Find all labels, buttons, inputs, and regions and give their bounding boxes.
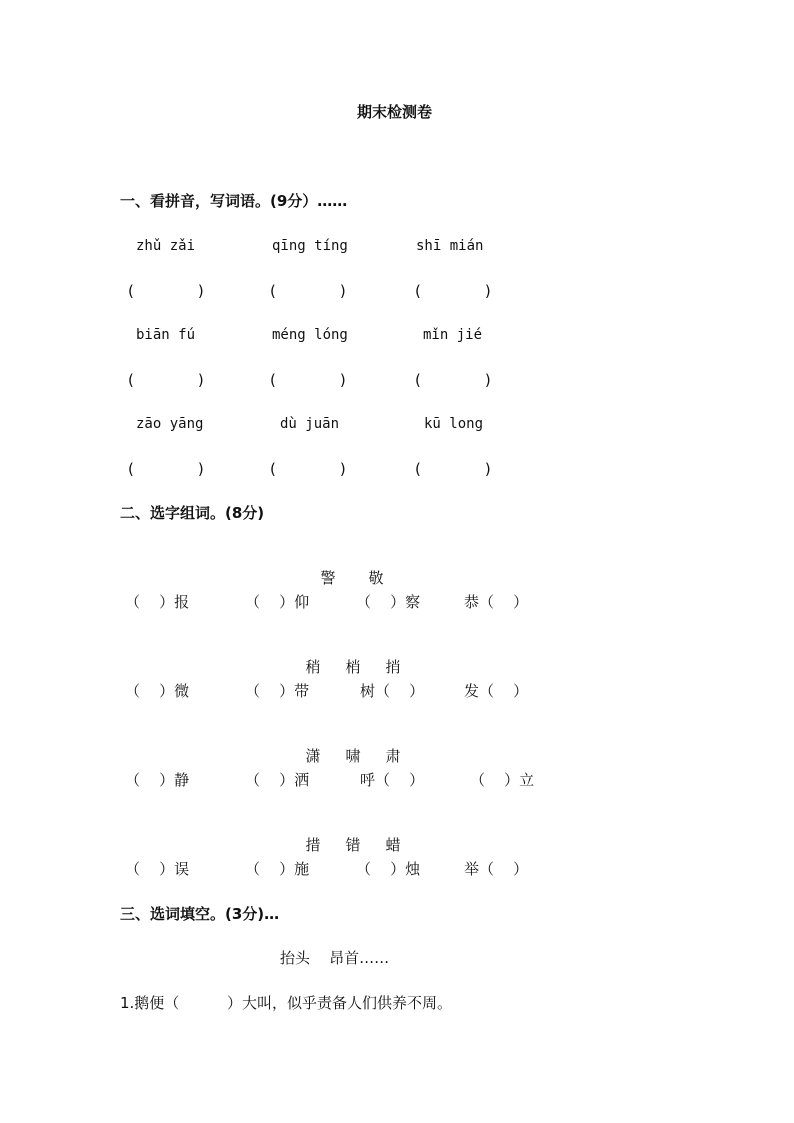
char-choice: 警 <box>320 569 336 587</box>
answer-blank[interactable]: ( ) <box>415 282 491 300</box>
word-item[interactable]: （ ）仰 <box>245 593 310 611</box>
char-choices-1 <box>311 548 384 588</box>
pinyin-2-3: mǐn jié <box>423 327 483 343</box>
answer-blank[interactable]: ( ) <box>128 371 204 389</box>
answer-blank[interactable]: ( ) <box>415 460 491 478</box>
char-choice: 梢 <box>345 658 361 676</box>
pinyin-3-2: dù juān <box>280 416 340 432</box>
word-item[interactable]: （ ）误 <box>125 860 190 878</box>
char-choice: 稍 <box>305 658 321 676</box>
question-1[interactable]: 1.鹅便（ ）大叫，似乎责备人们供养不周。 <box>120 994 452 1012</box>
word-item[interactable]: （ ）静 <box>125 771 190 789</box>
word-item[interactable]: （ ）察 <box>356 593 421 611</box>
pinyin-2-2: méng lóng <box>272 327 348 343</box>
word-item[interactable]: （ ）立 <box>470 771 535 789</box>
answer-blank[interactable]: ( ) <box>270 282 346 300</box>
word-item[interactable]: （ ）施 <box>245 860 310 878</box>
pinyin-2-1: biān fú <box>136 327 196 343</box>
word-item[interactable]: （ ）微 <box>125 682 190 700</box>
pinyin-1-2: qīng tíng <box>272 238 348 254</box>
char-choices-4 <box>296 815 401 855</box>
char-choice: 蜡 <box>385 836 401 854</box>
char-choice: 潇 <box>305 747 321 765</box>
word-item[interactable]: 举（ ） <box>464 860 529 878</box>
pinyin-3-1: zāo yāng <box>136 416 204 432</box>
char-choices-3 <box>296 726 401 766</box>
answer-blank[interactable]: ( ) <box>270 371 346 389</box>
page-title: 期末检测卷 <box>357 103 433 121</box>
word-item[interactable]: （ ）带 <box>245 682 310 700</box>
word-item[interactable]: （ ）烛 <box>356 860 421 878</box>
char-choices-2 <box>296 637 401 677</box>
section-2-heading: 二、选字组词。(8分) <box>120 504 265 522</box>
section-3-heading: 三、选词填空。(3分)… <box>120 905 280 923</box>
char-choice: 措 <box>305 836 321 854</box>
char-choice: 敬 <box>368 569 384 587</box>
word-item[interactable]: 树（ ） <box>360 682 425 700</box>
answer-blank[interactable]: ( ) <box>270 460 346 478</box>
pinyin-1-3: shī mián <box>416 238 484 254</box>
pinyin-1-1: zhǔ zǎi <box>136 238 196 254</box>
char-choice: 捎 <box>385 658 401 676</box>
char-choice: 啸 <box>345 747 361 765</box>
pinyin-3-3: kū long <box>424 416 484 432</box>
answer-blank[interactable]: ( ) <box>128 282 204 300</box>
word-item[interactable]: （ ）洒 <box>245 771 310 789</box>
answer-blank[interactable]: ( ) <box>415 371 491 389</box>
word-item[interactable]: 呼（ ） <box>360 771 425 789</box>
word-item[interactable]: 恭（ ） <box>464 593 529 611</box>
word-item[interactable]: （ ）报 <box>125 593 190 611</box>
answer-blank[interactable]: ( ) <box>128 460 204 478</box>
char-choice: 错 <box>345 836 361 854</box>
word-item[interactable]: 发（ ） <box>464 682 529 700</box>
word-choices: 抬头 昂首…… <box>280 949 390 967</box>
char-choice: 肃 <box>385 747 401 765</box>
section-1-heading: 一、看拼音，写词语。(9分）…… <box>120 192 348 210</box>
